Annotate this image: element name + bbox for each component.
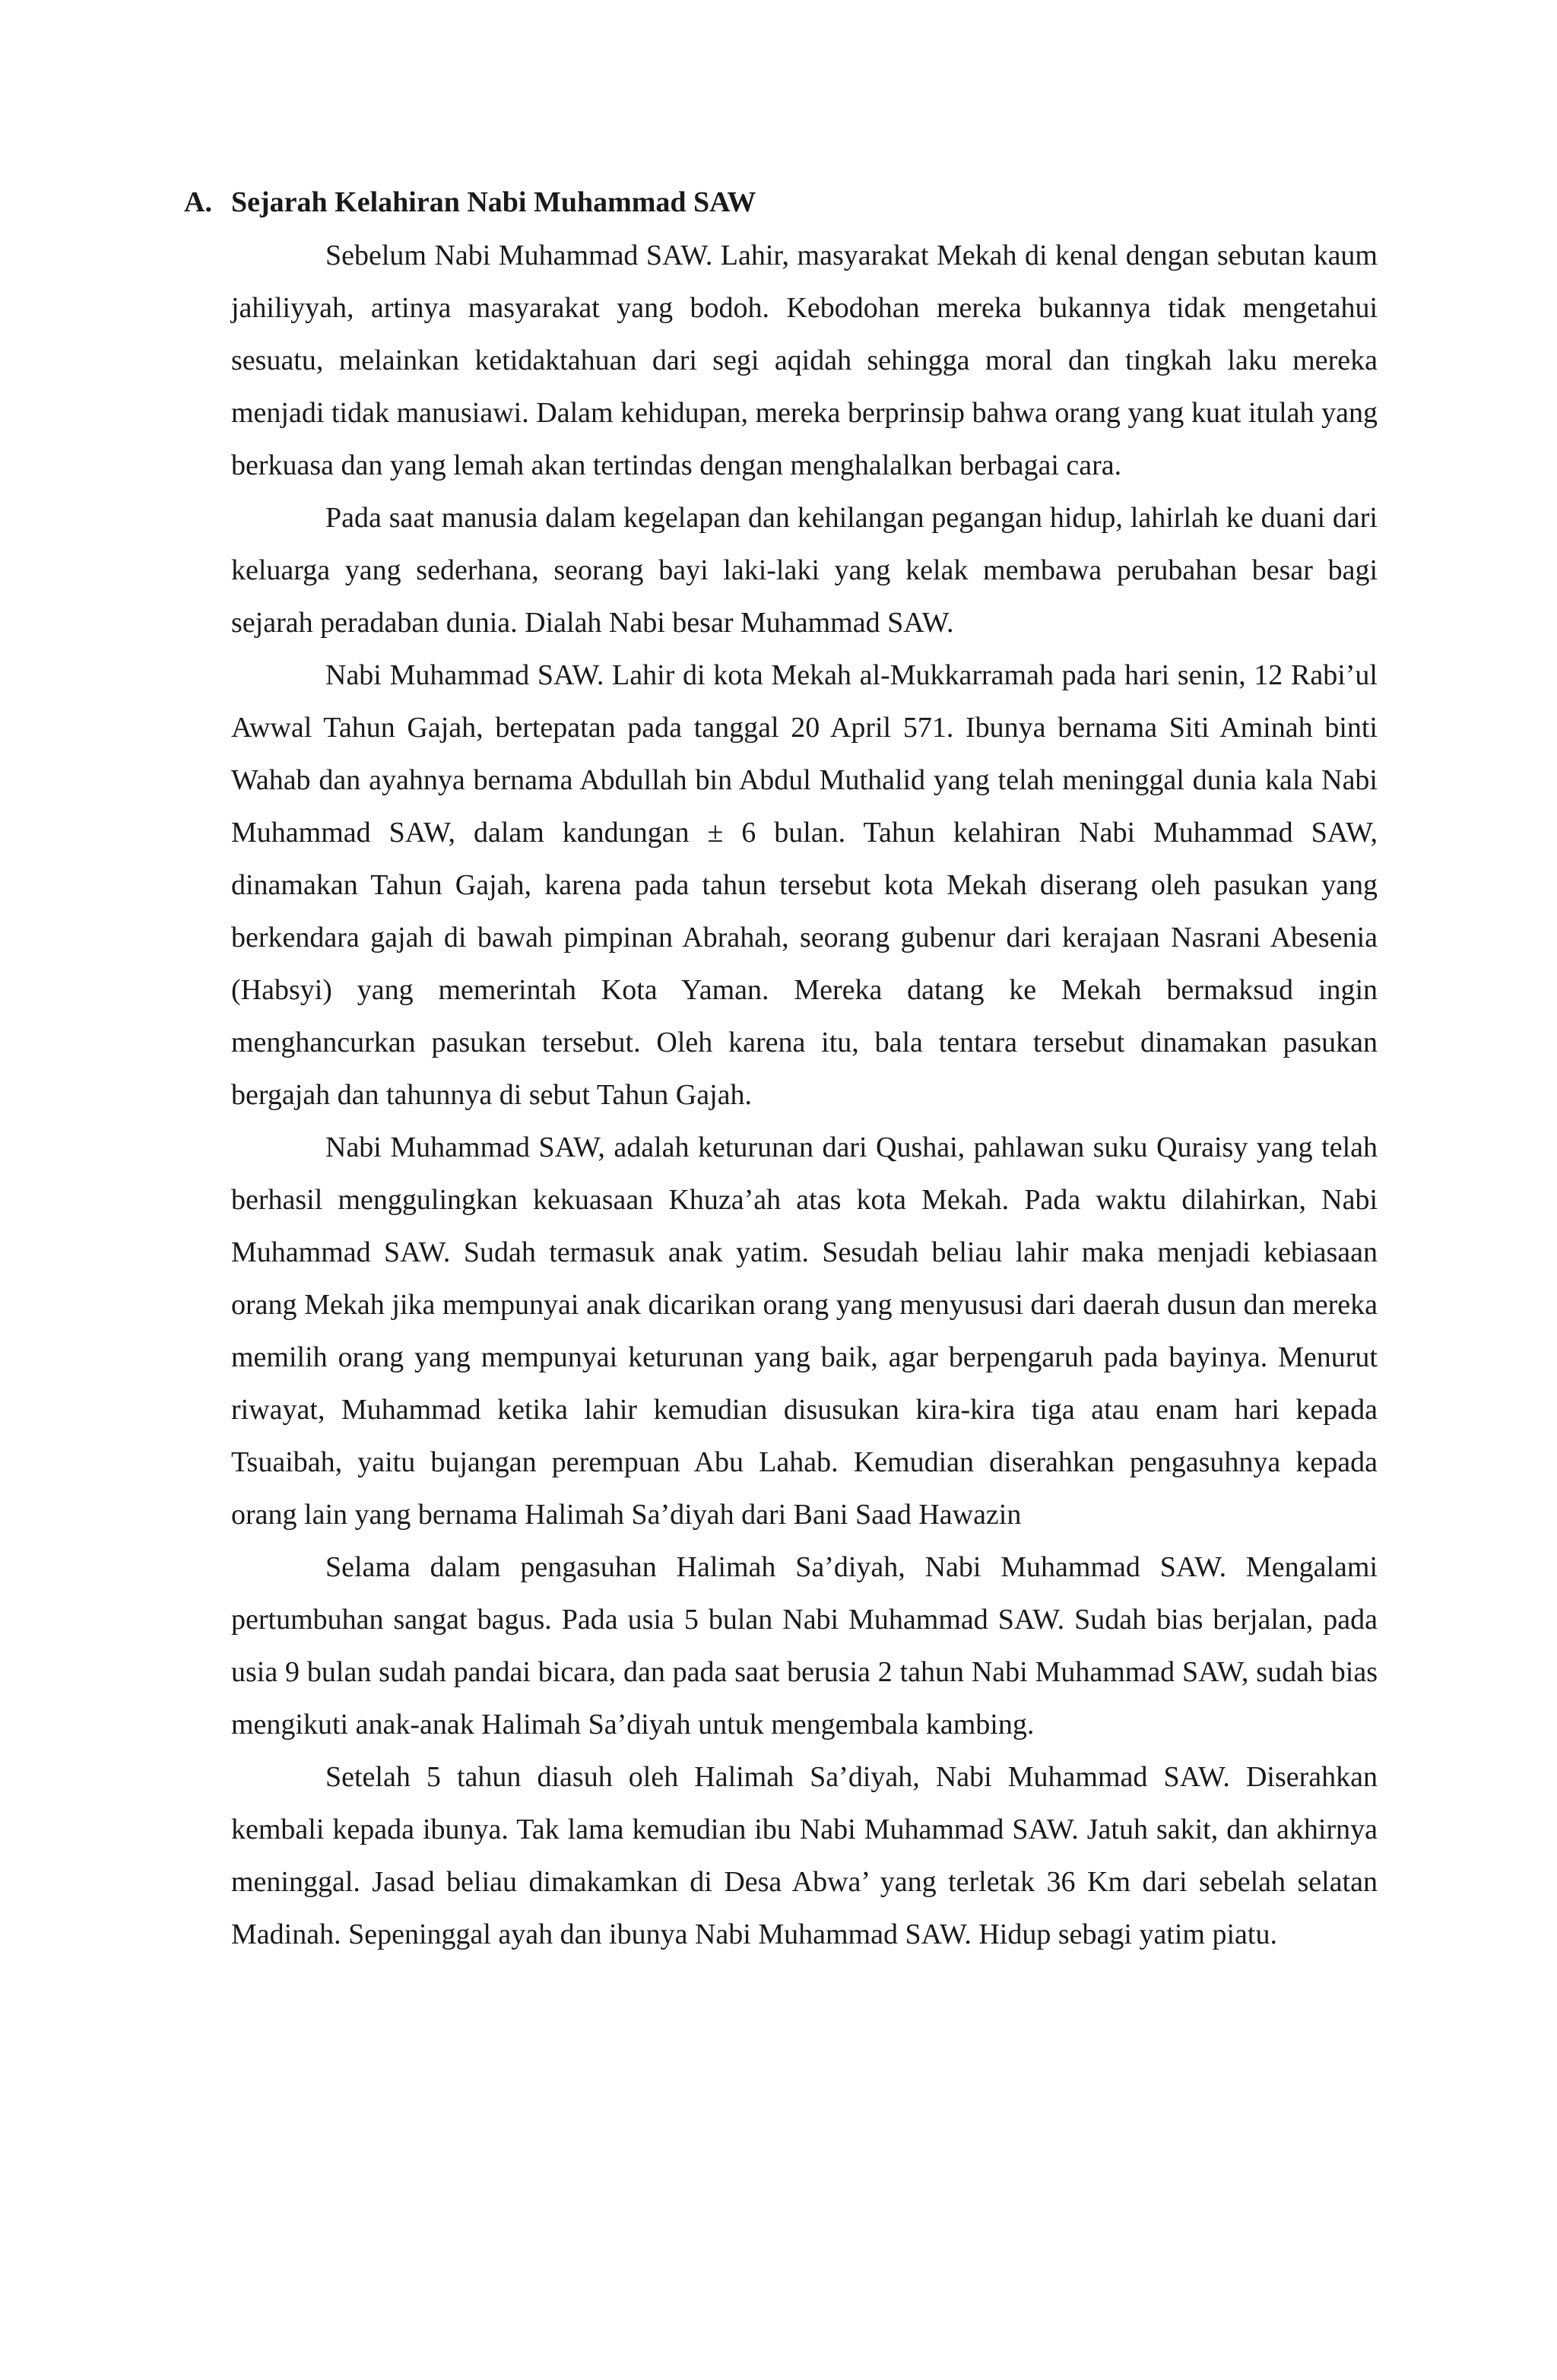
paragraph: Nabi Muhammad SAW. Lahir di kota Mekah al-Mukkarramah pada hari senin, 12 Rabi’ul Awwal Tahun Gajah, bertepatan pada tanggal 20 April 571. Ibunya bernama Siti Aminah binti Wahab dan ayahnya bernama Abdullah bin Abdul Muthalid yang telah meninggal dunia kala Nabi Muhammad SAW, dalam kandungan ± 6 bulan. Tahun kelahiran Nabi Muhammad SAW, dinamakan Tahun Gajah, karena pada tahun tersebut kota Mekah diserang oleh pasukan yang berkendara gajah di bawah pimpinan Abrahah, seorang gubenur dari kerajaan Nasrani Abesenia (Habsyi) yang memerintah Kota Yaman. Mereka datang ke Mekah bermaksud ingin menghancurkan pasukan tersebut. Oleh karena itu, bala tentara tersebut dinamakan pasukan bergajah dan tahunnya di sebut Tahun Gajah. bbox=[231, 659, 1378, 1111]
page-content bbox=[184, 179, 1378, 1961]
section-title: Sejarah Kelahiran Nabi Muhammad SAW bbox=[231, 186, 756, 218]
paragraph: Setelah 5 tahun diasuh oleh Halimah Sa’diyah, Nabi Muhammad SAW. Diserahkan kembali kepada ibunya. Tak lama kemudian ibu Nabi Muhammad SAW. Jatuh sakit, dan akhirnya meninggal. Jasad beliau dimakamkan di Desa Abwa’ yang terletak 36 Km dari sebelah selatan Madinah. Sepeninggal ayah dan ibunya Nabi Muhammad SAW. Hidup sebagi yatim piatu. bbox=[231, 1761, 1378, 1950]
paragraph: Pada saat manusia dalam kegelapan dan kehilangan pegangan hidup, lahirlah ke duani dari keluarga yang sederhana, seorang bayi laki-laki yang kelak membawa perubahan besar bagi sejarah peradaban dunia. Dialah Nabi besar Muhammad SAW. bbox=[231, 502, 1378, 639]
section-number: A. bbox=[184, 186, 212, 218]
section-body bbox=[231, 230, 1378, 1961]
paragraph: Sebelum Nabi Muhammad SAW. Lahir, masyarakat Mekah di kenal dengan sebutan kaum jahiliyyah, artinya masyarakat yang bodoh. Kebodohan mereka bukannya tidak mengetahui sesuatu, melainkan ketidaktahuan dari segi aqidah sehingga moral dan tingkah laku mereka menjadi tidak manusiawi. Dalam kehidupan, mereka berprinsip bahwa orang yang kuat itulah yang berkuasa dan yang lemah akan tertindas dengan menghalalkan berbagai cara. bbox=[231, 240, 1378, 481]
paragraph: Nabi Muhammad SAW, adalah keturunan dari Qushai, pahlawan suku Quraisy yang telah berhasil menggulingkan kekuasaan Khuza’ah atas kota Mekah. Pada waktu dilahirkan, Nabi Muhammad SAW. Sudah termasuk anak yatim. Sesudah beliau lahir maka menjadi kebiasaan orang Mekah jika mempunyai anak dicarikan orang yang menyususi dari daerah dusun dan mereka memilih orang yang mempunyai keturunan yang baik, agar berpengaruh pada bayinya. Menurut riwayat, Muhammad ketika lahir kemudian disusukan kira-kira tiga atau enam hari kepada Tsuaibah, yaitu bujangan perempuan Abu Lahab. Kemudian diserahkan pengasuhnya kepada orang lain yang bernama Halimah Sa’diyah dari Bani Saad Hawazin bbox=[231, 1131, 1378, 1531]
section-heading bbox=[184, 179, 1378, 225]
paragraph: Selama dalam pengasuhan Halimah Sa’diyah, Nabi Muhammad SAW. Mengalami pertumbuhan sangat bagus. Pada usia 5 bulan Nabi Muhammad SAW. Sudah bias berjalan, pada usia 9 bulan sudah pandai bicara, dan pada saat berusia 2 tahun Nabi Muhammad SAW, sudah bias mengikuti anak-anak Halimah Sa’diyah untuk mengembala kambing. bbox=[231, 1551, 1378, 1741]
